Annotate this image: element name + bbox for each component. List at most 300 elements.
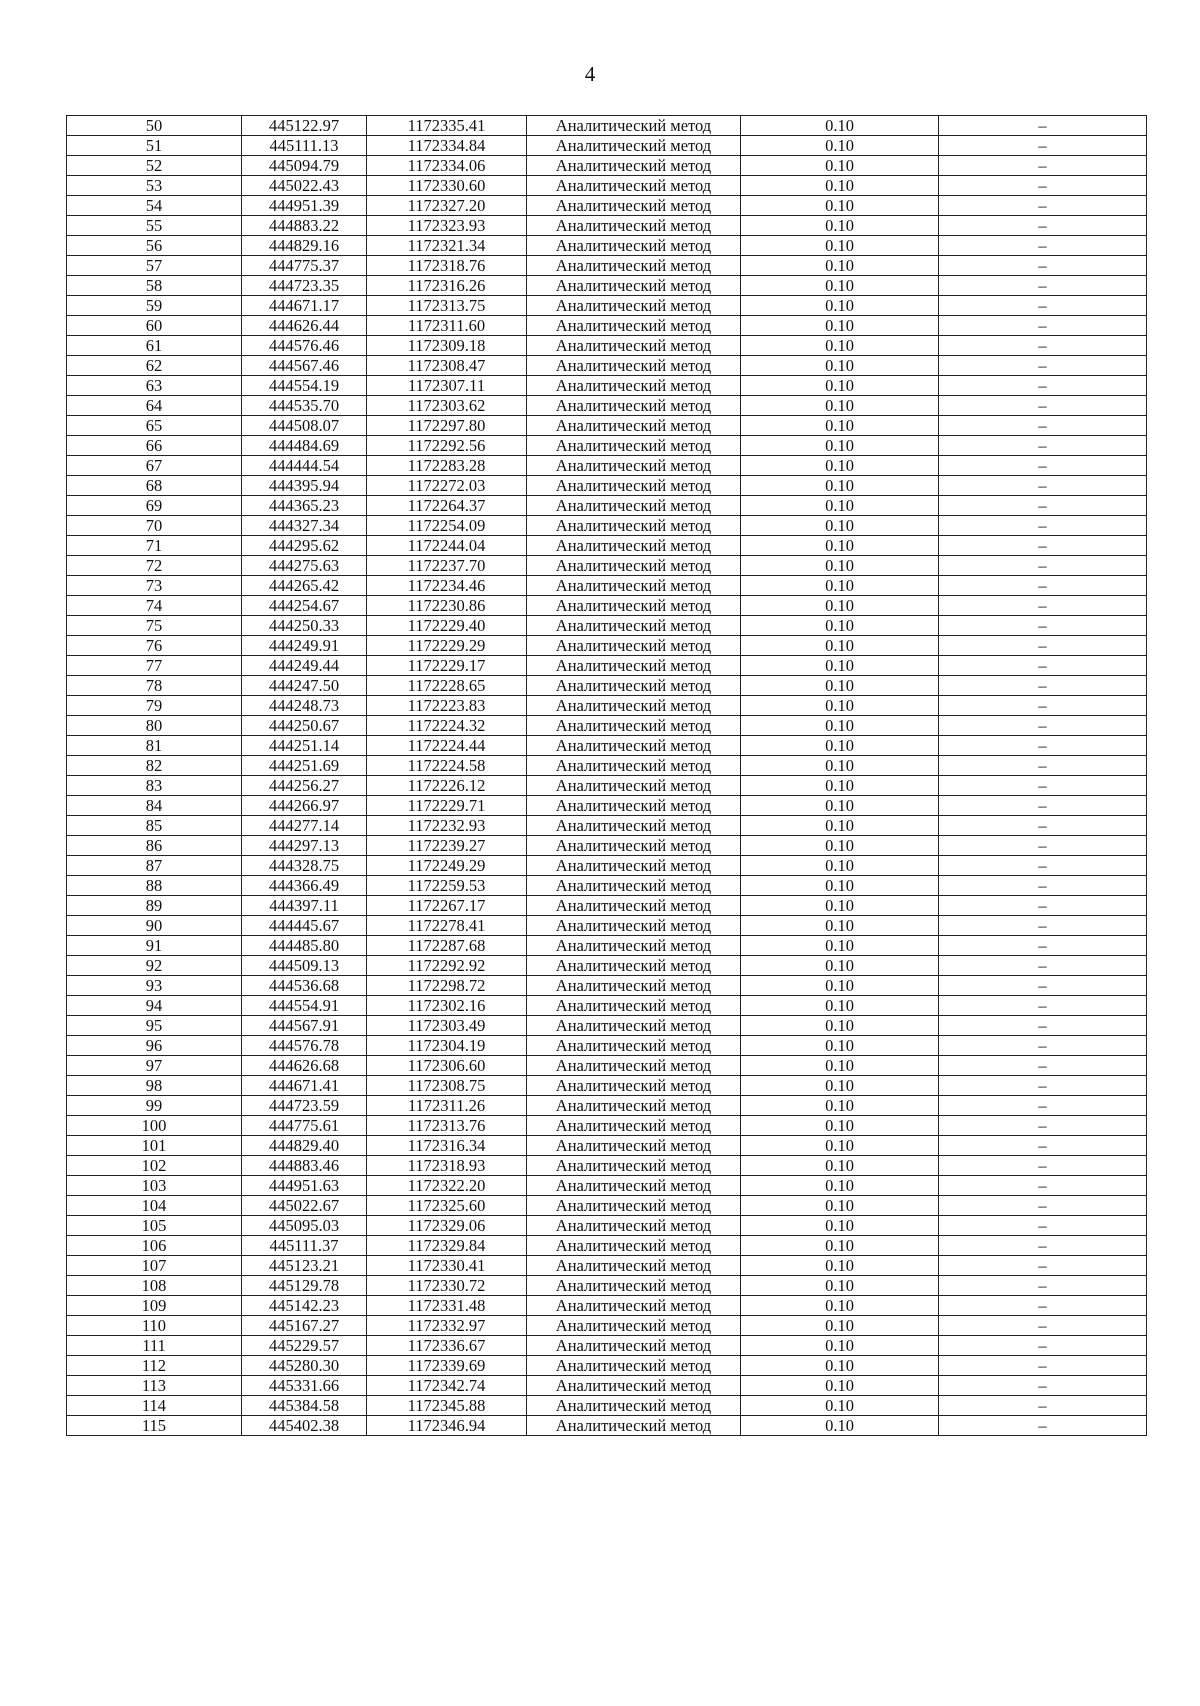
table-row xyxy=(67,796,1147,816)
table-row xyxy=(67,916,1147,936)
accuracy-cell: 0.10 xyxy=(741,1356,939,1376)
point-number-cell: 74 xyxy=(67,596,242,616)
x-coordinate-cell: 444445.67 xyxy=(242,916,367,936)
table-row xyxy=(67,1236,1147,1256)
note-cell: – xyxy=(939,1136,1147,1156)
x-coordinate-cell: 444366.49 xyxy=(242,876,367,896)
y-coordinate-cell: 1172331.48 xyxy=(367,1296,527,1316)
note-cell: – xyxy=(939,636,1147,656)
y-coordinate-cell: 1172306.60 xyxy=(367,1056,527,1076)
point-number-cell: 75 xyxy=(67,616,242,636)
point-number-cell: 112 xyxy=(67,1356,242,1376)
table-row xyxy=(67,316,1147,336)
note-cell: – xyxy=(939,436,1147,456)
method-cell: Аналитический метод xyxy=(527,576,741,596)
note-cell: – xyxy=(939,336,1147,356)
accuracy-cell: 0.10 xyxy=(741,636,939,656)
x-coordinate-cell: 444775.37 xyxy=(242,256,367,276)
table-row xyxy=(67,676,1147,696)
y-coordinate-cell: 1172230.86 xyxy=(367,596,527,616)
method-cell: Аналитический метод xyxy=(527,1256,741,1276)
point-number-cell: 100 xyxy=(67,1116,242,1136)
accuracy-cell: 0.10 xyxy=(741,356,939,376)
accuracy-cell: 0.10 xyxy=(741,136,939,156)
y-coordinate-cell: 1172322.20 xyxy=(367,1176,527,1196)
point-number-cell: 92 xyxy=(67,956,242,976)
table-row xyxy=(67,636,1147,656)
y-coordinate-cell: 1172318.93 xyxy=(367,1156,527,1176)
x-coordinate-cell: 444951.39 xyxy=(242,196,367,216)
method-cell: Аналитический метод xyxy=(527,476,741,496)
method-cell: Аналитический метод xyxy=(527,1076,741,1096)
table-row xyxy=(67,176,1147,196)
point-number-cell: 51 xyxy=(67,136,242,156)
method-cell: Аналитический метод xyxy=(527,1096,741,1116)
x-coordinate-cell: 444723.35 xyxy=(242,276,367,296)
x-coordinate-cell: 444275.63 xyxy=(242,556,367,576)
point-number-cell: 114 xyxy=(67,1396,242,1416)
x-coordinate-cell: 444265.42 xyxy=(242,576,367,596)
note-cell: – xyxy=(939,396,1147,416)
method-cell: Аналитический метод xyxy=(527,836,741,856)
accuracy-cell: 0.10 xyxy=(741,216,939,236)
accuracy-cell: 0.10 xyxy=(741,876,939,896)
table-row xyxy=(67,836,1147,856)
note-cell: – xyxy=(939,1376,1147,1396)
table-row xyxy=(67,1196,1147,1216)
y-coordinate-cell: 1172327.20 xyxy=(367,196,527,216)
note-cell: – xyxy=(939,496,1147,516)
point-number-cell: 110 xyxy=(67,1316,242,1336)
accuracy-cell: 0.10 xyxy=(741,976,939,996)
method-cell: Аналитический метод xyxy=(527,356,741,376)
table-row xyxy=(67,1396,1147,1416)
method-cell: Аналитический метод xyxy=(527,376,741,396)
x-coordinate-cell: 444883.22 xyxy=(242,216,367,236)
method-cell: Аналитический метод xyxy=(527,1316,741,1336)
method-cell: Аналитический метод xyxy=(527,296,741,316)
x-coordinate-cell: 444567.46 xyxy=(242,356,367,376)
x-coordinate-cell: 445280.30 xyxy=(242,1356,367,1376)
y-coordinate-cell: 1172335.41 xyxy=(367,116,527,136)
note-cell: – xyxy=(939,416,1147,436)
point-number-cell: 93 xyxy=(67,976,242,996)
method-cell: Аналитический метод xyxy=(527,1276,741,1296)
y-coordinate-cell: 1172325.60 xyxy=(367,1196,527,1216)
table-row xyxy=(67,996,1147,1016)
table-row xyxy=(67,296,1147,316)
x-coordinate-cell: 444535.70 xyxy=(242,396,367,416)
accuracy-cell: 0.10 xyxy=(741,476,939,496)
method-cell: Аналитический метод xyxy=(527,816,741,836)
y-coordinate-cell: 1172272.03 xyxy=(367,476,527,496)
note-cell: – xyxy=(939,296,1147,316)
note-cell: – xyxy=(939,1176,1147,1196)
accuracy-cell: 0.10 xyxy=(741,1076,939,1096)
x-coordinate-cell: 444775.61 xyxy=(242,1116,367,1136)
x-coordinate-cell: 445022.43 xyxy=(242,176,367,196)
x-coordinate-cell: 445331.66 xyxy=(242,1376,367,1396)
note-cell: – xyxy=(939,836,1147,856)
method-cell: Аналитический метод xyxy=(527,1196,741,1216)
x-coordinate-cell: 444576.46 xyxy=(242,336,367,356)
note-cell: – xyxy=(939,516,1147,536)
method-cell: Аналитический метод xyxy=(527,496,741,516)
point-number-cell: 64 xyxy=(67,396,242,416)
note-cell: – xyxy=(939,216,1147,236)
accuracy-cell: 0.10 xyxy=(741,376,939,396)
note-cell: – xyxy=(939,1356,1147,1376)
method-cell: Аналитический метод xyxy=(527,176,741,196)
accuracy-cell: 0.10 xyxy=(741,396,939,416)
method-cell: Аналитический метод xyxy=(527,696,741,716)
table-row xyxy=(67,1116,1147,1136)
note-cell: – xyxy=(939,1036,1147,1056)
note-cell: – xyxy=(939,876,1147,896)
y-coordinate-cell: 1172287.68 xyxy=(367,936,527,956)
x-coordinate-cell: 444397.11 xyxy=(242,896,367,916)
y-coordinate-cell: 1172313.75 xyxy=(367,296,527,316)
accuracy-cell: 0.10 xyxy=(741,316,939,336)
method-cell: Аналитический метод xyxy=(527,196,741,216)
point-number-cell: 65 xyxy=(67,416,242,436)
note-cell: – xyxy=(939,856,1147,876)
table-row xyxy=(67,596,1147,616)
y-coordinate-cell: 1172330.60 xyxy=(367,176,527,196)
x-coordinate-cell: 444327.34 xyxy=(242,516,367,536)
x-coordinate-cell: 444567.91 xyxy=(242,1016,367,1036)
table-row xyxy=(67,456,1147,476)
accuracy-cell: 0.10 xyxy=(741,456,939,476)
table-row xyxy=(67,1416,1147,1436)
table-row xyxy=(67,1376,1147,1396)
y-coordinate-cell: 1172316.34 xyxy=(367,1136,527,1156)
note-cell: – xyxy=(939,736,1147,756)
accuracy-cell: 0.10 xyxy=(741,596,939,616)
x-coordinate-cell: 444249.91 xyxy=(242,636,367,656)
y-coordinate-cell: 1172228.65 xyxy=(367,676,527,696)
y-coordinate-cell: 1172339.69 xyxy=(367,1356,527,1376)
y-coordinate-cell: 1172278.41 xyxy=(367,916,527,936)
point-number-cell: 99 xyxy=(67,1096,242,1116)
y-coordinate-cell: 1172226.12 xyxy=(367,776,527,796)
method-cell: Аналитический метод xyxy=(527,1336,741,1356)
point-number-cell: 56 xyxy=(67,236,242,256)
accuracy-cell: 0.10 xyxy=(741,1136,939,1156)
table-row xyxy=(67,716,1147,736)
x-coordinate-cell: 444365.23 xyxy=(242,496,367,516)
y-coordinate-cell: 1172229.40 xyxy=(367,616,527,636)
x-coordinate-cell: 445167.27 xyxy=(242,1316,367,1336)
y-coordinate-cell: 1172303.62 xyxy=(367,396,527,416)
table-row xyxy=(67,156,1147,176)
note-cell: – xyxy=(939,1256,1147,1276)
table-row xyxy=(67,776,1147,796)
point-number-cell: 103 xyxy=(67,1176,242,1196)
x-coordinate-cell: 444671.17 xyxy=(242,296,367,316)
accuracy-cell: 0.10 xyxy=(741,756,939,776)
method-cell: Аналитический метод xyxy=(527,556,741,576)
accuracy-cell: 0.10 xyxy=(741,516,939,536)
x-coordinate-cell: 445229.57 xyxy=(242,1336,367,1356)
x-coordinate-cell: 444444.54 xyxy=(242,456,367,476)
y-coordinate-cell: 1172311.26 xyxy=(367,1096,527,1116)
table-row xyxy=(67,876,1147,896)
point-number-cell: 80 xyxy=(67,716,242,736)
note-cell: – xyxy=(939,776,1147,796)
y-coordinate-cell: 1172330.41 xyxy=(367,1256,527,1276)
point-number-cell: 109 xyxy=(67,1296,242,1316)
y-coordinate-cell: 1172316.26 xyxy=(367,276,527,296)
note-cell: – xyxy=(939,316,1147,336)
accuracy-cell: 0.10 xyxy=(741,576,939,596)
x-coordinate-cell: 445111.37 xyxy=(242,1236,367,1256)
method-cell: Аналитический метод xyxy=(527,1136,741,1156)
method-cell: Аналитический метод xyxy=(527,976,741,996)
note-cell: – xyxy=(939,476,1147,496)
table-row xyxy=(67,856,1147,876)
table-row xyxy=(67,576,1147,596)
y-coordinate-cell: 1172313.76 xyxy=(367,1116,527,1136)
table-row xyxy=(67,1156,1147,1176)
x-coordinate-cell: 445402.38 xyxy=(242,1416,367,1436)
point-number-cell: 87 xyxy=(67,856,242,876)
point-number-cell: 104 xyxy=(67,1196,242,1216)
point-number-cell: 61 xyxy=(67,336,242,356)
table-row xyxy=(67,656,1147,676)
accuracy-cell: 0.10 xyxy=(741,1196,939,1216)
accuracy-cell: 0.10 xyxy=(741,1376,939,1396)
accuracy-cell: 0.10 xyxy=(741,156,939,176)
method-cell: Аналитический метод xyxy=(527,416,741,436)
note-cell: – xyxy=(939,1296,1147,1316)
accuracy-cell: 0.10 xyxy=(741,336,939,356)
point-number-cell: 90 xyxy=(67,916,242,936)
table-row xyxy=(67,1016,1147,1036)
note-cell: – xyxy=(939,676,1147,696)
table-row xyxy=(67,256,1147,276)
accuracy-cell: 0.10 xyxy=(741,896,939,916)
y-coordinate-cell: 1172254.09 xyxy=(367,516,527,536)
point-number-cell: 52 xyxy=(67,156,242,176)
y-coordinate-cell: 1172292.56 xyxy=(367,436,527,456)
y-coordinate-cell: 1172224.58 xyxy=(367,756,527,776)
note-cell: – xyxy=(939,936,1147,956)
y-coordinate-cell: 1172329.06 xyxy=(367,1216,527,1236)
x-coordinate-cell: 444295.62 xyxy=(242,536,367,556)
point-number-cell: 72 xyxy=(67,556,242,576)
table-row xyxy=(67,616,1147,636)
point-number-cell: 115 xyxy=(67,1416,242,1436)
method-cell: Аналитический метод xyxy=(527,776,741,796)
note-cell: – xyxy=(939,1016,1147,1036)
point-number-cell: 76 xyxy=(67,636,242,656)
point-number-cell: 50 xyxy=(67,116,242,136)
x-coordinate-cell: 445142.23 xyxy=(242,1296,367,1316)
x-coordinate-cell: 445129.78 xyxy=(242,1276,367,1296)
point-number-cell: 94 xyxy=(67,996,242,1016)
table-row xyxy=(67,416,1147,436)
y-coordinate-cell: 1172318.76 xyxy=(367,256,527,276)
x-coordinate-cell: 444251.69 xyxy=(242,756,367,776)
table-row xyxy=(67,356,1147,376)
y-coordinate-cell: 1172307.11 xyxy=(367,376,527,396)
table-row xyxy=(67,196,1147,216)
accuracy-cell: 0.10 xyxy=(741,1176,939,1196)
point-number-cell: 111 xyxy=(67,1336,242,1356)
y-coordinate-cell: 1172323.93 xyxy=(367,216,527,236)
accuracy-cell: 0.10 xyxy=(741,236,939,256)
method-cell: Аналитический метод xyxy=(527,896,741,916)
x-coordinate-cell: 444536.68 xyxy=(242,976,367,996)
point-number-cell: 101 xyxy=(67,1136,242,1156)
note-cell: – xyxy=(939,196,1147,216)
accuracy-cell: 0.10 xyxy=(741,436,939,456)
method-cell: Аналитический метод xyxy=(527,876,741,896)
method-cell: Аналитический метод xyxy=(527,736,741,756)
table-row xyxy=(67,1036,1147,1056)
table-row xyxy=(67,1056,1147,1076)
y-coordinate-cell: 1172249.29 xyxy=(367,856,527,876)
x-coordinate-cell: 444256.27 xyxy=(242,776,367,796)
method-cell: Аналитический метод xyxy=(527,656,741,676)
accuracy-cell: 0.10 xyxy=(741,496,939,516)
table-row xyxy=(67,1356,1147,1376)
table-row xyxy=(67,516,1147,536)
note-cell: – xyxy=(939,1156,1147,1176)
point-number-cell: 58 xyxy=(67,276,242,296)
x-coordinate-cell: 444883.46 xyxy=(242,1156,367,1176)
table-row xyxy=(67,756,1147,776)
x-coordinate-cell: 444554.91 xyxy=(242,996,367,1016)
accuracy-cell: 0.10 xyxy=(741,296,939,316)
page-number: 4 xyxy=(584,62,596,86)
note-cell: – xyxy=(939,916,1147,936)
method-cell: Аналитический метод xyxy=(527,1116,741,1136)
x-coordinate-cell: 444576.78 xyxy=(242,1036,367,1056)
y-coordinate-cell: 1172283.28 xyxy=(367,456,527,476)
accuracy-cell: 0.10 xyxy=(741,276,939,296)
accuracy-cell: 0.10 xyxy=(741,116,939,136)
point-number-cell: 95 xyxy=(67,1016,242,1036)
method-cell: Аналитический метод xyxy=(527,596,741,616)
accuracy-cell: 0.10 xyxy=(741,196,939,216)
accuracy-cell: 0.10 xyxy=(741,936,939,956)
x-coordinate-cell: 444250.67 xyxy=(242,716,367,736)
note-cell: – xyxy=(939,256,1147,276)
point-number-cell: 73 xyxy=(67,576,242,596)
note-cell: – xyxy=(939,576,1147,596)
point-number-cell: 69 xyxy=(67,496,242,516)
note-cell: – xyxy=(939,616,1147,636)
accuracy-cell: 0.10 xyxy=(741,1396,939,1416)
point-number-cell: 55 xyxy=(67,216,242,236)
coordinates-table-container xyxy=(66,115,1146,1436)
note-cell: – xyxy=(939,376,1147,396)
table-row xyxy=(67,216,1147,236)
method-cell: Аналитический метод xyxy=(527,756,741,776)
accuracy-cell: 0.10 xyxy=(741,1316,939,1336)
accuracy-cell: 0.10 xyxy=(741,696,939,716)
accuracy-cell: 0.10 xyxy=(741,616,939,636)
point-number-cell: 60 xyxy=(67,316,242,336)
y-coordinate-cell: 1172237.70 xyxy=(367,556,527,576)
accuracy-cell: 0.10 xyxy=(741,1256,939,1276)
method-cell: Аналитический метод xyxy=(527,1016,741,1036)
method-cell: Аналитический метод xyxy=(527,1376,741,1396)
y-coordinate-cell: 1172229.17 xyxy=(367,656,527,676)
method-cell: Аналитический метод xyxy=(527,796,741,816)
point-number-cell: 98 xyxy=(67,1076,242,1096)
accuracy-cell: 0.10 xyxy=(741,916,939,936)
y-coordinate-cell: 1172311.60 xyxy=(367,316,527,336)
method-cell: Аналитический метод xyxy=(527,1416,741,1436)
x-coordinate-cell: 444829.40 xyxy=(242,1136,367,1156)
method-cell: Аналитический метод xyxy=(527,996,741,1016)
x-coordinate-cell: 444626.68 xyxy=(242,1056,367,1076)
point-number-cell: 70 xyxy=(67,516,242,536)
y-coordinate-cell: 1172292.92 xyxy=(367,956,527,976)
point-number-cell: 81 xyxy=(67,736,242,756)
x-coordinate-cell: 444254.67 xyxy=(242,596,367,616)
method-cell: Аналитический метод xyxy=(527,516,741,536)
method-cell: Аналитический метод xyxy=(527,396,741,416)
y-coordinate-cell: 1172239.27 xyxy=(367,836,527,856)
method-cell: Аналитический метод xyxy=(527,216,741,236)
method-cell: Аналитический метод xyxy=(527,1396,741,1416)
note-cell: – xyxy=(939,976,1147,996)
x-coordinate-cell: 444328.75 xyxy=(242,856,367,876)
accuracy-cell: 0.10 xyxy=(741,656,939,676)
x-coordinate-cell: 445122.97 xyxy=(242,116,367,136)
y-coordinate-cell: 1172336.67 xyxy=(367,1336,527,1356)
y-coordinate-cell: 1172334.84 xyxy=(367,136,527,156)
y-coordinate-cell: 1172298.72 xyxy=(367,976,527,996)
accuracy-cell: 0.10 xyxy=(741,796,939,816)
method-cell: Аналитический метод xyxy=(527,156,741,176)
point-number-cell: 105 xyxy=(67,1216,242,1236)
point-number-cell: 97 xyxy=(67,1056,242,1076)
point-number-cell: 108 xyxy=(67,1276,242,1296)
table-row xyxy=(67,1176,1147,1196)
note-cell: – xyxy=(939,356,1147,376)
point-number-cell: 86 xyxy=(67,836,242,856)
accuracy-cell: 0.10 xyxy=(741,1416,939,1436)
note-cell: – xyxy=(939,456,1147,476)
y-coordinate-cell: 1172229.29 xyxy=(367,636,527,656)
note-cell: – xyxy=(939,756,1147,776)
x-coordinate-cell: 444248.73 xyxy=(242,696,367,716)
note-cell: – xyxy=(939,796,1147,816)
accuracy-cell: 0.10 xyxy=(741,996,939,1016)
table-row xyxy=(67,536,1147,556)
accuracy-cell: 0.10 xyxy=(741,1156,939,1176)
accuracy-cell: 0.10 xyxy=(741,776,939,796)
point-number-cell: 78 xyxy=(67,676,242,696)
x-coordinate-cell: 444671.41 xyxy=(242,1076,367,1096)
method-cell: Аналитический метод xyxy=(527,1356,741,1376)
y-coordinate-cell: 1172224.44 xyxy=(367,736,527,756)
point-number-cell: 77 xyxy=(67,656,242,676)
x-coordinate-cell: 445123.21 xyxy=(242,1256,367,1276)
note-cell: – xyxy=(939,656,1147,676)
x-coordinate-cell: 444829.16 xyxy=(242,236,367,256)
note-cell: – xyxy=(939,1336,1147,1356)
y-coordinate-cell: 1172264.37 xyxy=(367,496,527,516)
method-cell: Аналитический метод xyxy=(527,536,741,556)
accuracy-cell: 0.10 xyxy=(741,1036,939,1056)
point-number-cell: 107 xyxy=(67,1256,242,1276)
